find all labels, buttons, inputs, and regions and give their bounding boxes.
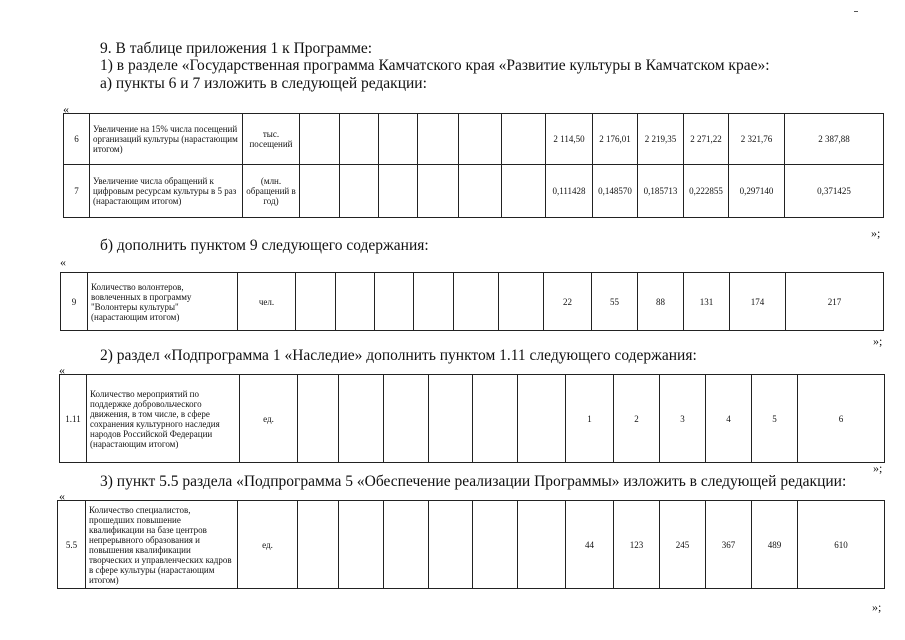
table-point-5-5 [57,500,885,589]
unit-cell: чел. [238,273,296,331]
table-row [60,375,885,463]
value-cell: 4 [706,375,752,463]
value-cell: 131 [684,273,730,331]
row-number: 5.5 [58,501,86,589]
table-points-6-7 [63,113,884,218]
section-2-title: 2) раздел «Подпрограмма 1 «Наследие» дополнить пунктом 1.11 следующего содержания: [100,347,697,364]
corner-mark [854,11,858,12]
row-number: 7 [64,165,90,218]
indicator-name: Увеличение числа обращений к цифровым ресурсам культуры в 5 раз (нарастающим итогом) [90,165,243,218]
value-cell: 0,185713 [638,165,684,218]
table-point-9 [60,272,884,331]
table-row [61,273,884,331]
row-number: 6 [64,114,90,165]
value-cell: 2 271,22 [684,114,729,165]
indicator-name: Количество волонтеров, вовлеченных в программу "Волонтеры культуры" (нарастающим итогом) [88,273,238,331]
value-cell: 1 [566,375,614,463]
value-cell: 489 [752,501,798,589]
close-quote-1: »; [871,226,881,240]
close-quote-3: »; [873,461,883,475]
value-cell: 0,371425 [785,165,884,218]
value-cell: 0,222855 [684,165,729,218]
table-row [64,114,884,165]
value-cell: 2 114,50 [546,114,593,165]
indicator-name: Количество мероприятий по поддержке добровольческого движения, в том числе, в сфере сохранения культурного наследия народов Российской Федерации (нарастающим итогом) [87,375,240,463]
heading-line-1: 9. В таблице приложения 1 к Программе: [100,40,373,57]
open-quote-2: « [60,255,66,269]
value-cell: 217 [786,273,884,331]
row-number: 9 [61,273,88,331]
heading-line-3: а) пункты 6 и 7 изложить в следующей редакции: [100,75,427,92]
unit-cell: ед. [238,501,298,589]
value-cell: 2 219,35 [638,114,684,165]
indicator-name: Увеличение на 15% числа посещений организаций культуры (нарастающим итогом) [90,114,243,165]
value-cell: 44 [566,501,614,589]
close-quote-2: »; [873,334,883,348]
value-cell: 55 [592,273,638,331]
value-cell: 0,111428 [546,165,593,218]
row-number: 1.11 [60,375,87,463]
value-cell: 6 [798,375,885,463]
unit-cell: (млн. обращений в год) [243,165,300,218]
section-3-title: 3) пункт 5.5 раздела «Подпрограмма 5 «Обеспечение реализации Программы» изложить в следующей редакции: [100,473,847,490]
value-cell: 245 [660,501,706,589]
section-b-title: б) дополнить пунктом 9 следующего содержания: [100,237,429,254]
value-cell: 2 321,76 [729,114,785,165]
value-cell: 174 [730,273,786,331]
open-quote-3: « [59,363,65,377]
open-quote-4: « [59,489,65,503]
indicator-name: Количество специалистов, прошедших повышение квалификации на базе центров непрерывного образования и повышения квалификации творческих и управленческих кадров в сфере культуры (нарастающим итогом) [86,501,238,589]
table-point-1-11 [59,374,885,463]
value-cell: 88 [638,273,684,331]
value-cell: 2 [614,375,660,463]
value-cell: 610 [798,501,885,589]
heading-line-2: 1) в разделе «Государственная программа Камчатского края «Развитие культуры в Камчатском крае»: [100,57,770,74]
value-cell: 123 [614,501,660,589]
table-row [64,165,884,218]
open-quote-1: « [63,102,69,116]
unit-cell: тыс. посещений [243,114,300,165]
unit-cell: ед. [240,375,298,463]
value-cell: 2 387,88 [785,114,884,165]
table-row [58,501,885,589]
value-cell: 3 [660,375,706,463]
close-quote-4: »; [872,600,882,614]
value-cell: 2 176,01 [593,114,638,165]
value-cell: 22 [544,273,592,331]
value-cell: 367 [706,501,752,589]
value-cell: 0,297140 [729,165,785,218]
value-cell: 0,148570 [593,165,638,218]
value-cell: 5 [752,375,798,463]
